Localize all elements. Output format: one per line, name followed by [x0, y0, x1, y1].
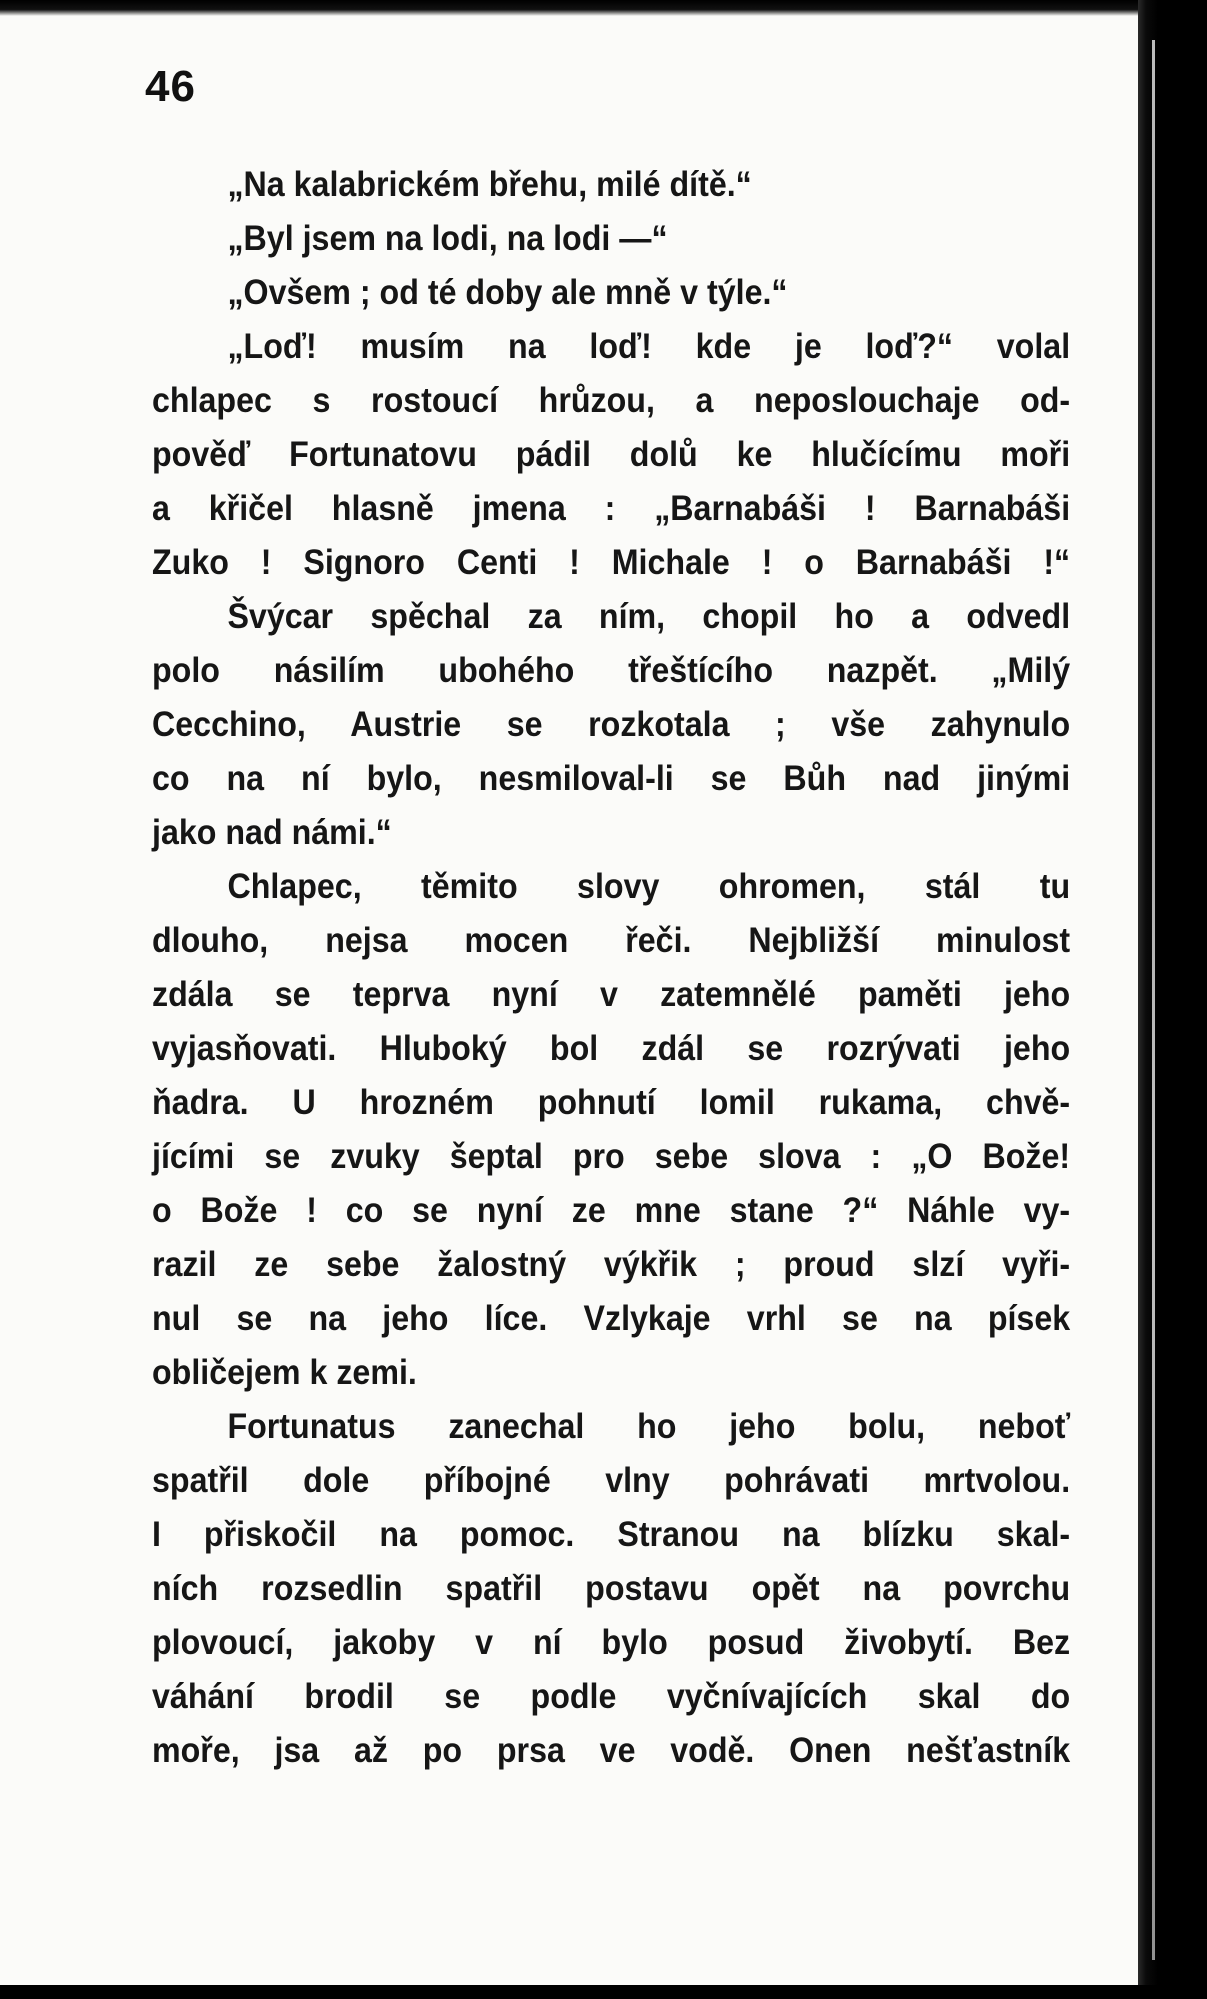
text-line: obličejem k zemi. [152, 1353, 417, 1392]
text-line: ňadra. U hrozném pohnutí lomil rukama, chvě- [152, 1083, 1071, 1122]
scan-bottom-border [0, 1985, 1207, 1999]
text-line: Cecchino, Austrie se rozkotala ; vše zahynulo [152, 705, 1071, 744]
text-line: ních rozsedlin spatřil postavu opět na povrchu [152, 1569, 1071, 1608]
scan-top-shadow [0, 0, 1207, 16]
text-line: razil ze sebe žalostný výkřik ; proud slzí vyři- [152, 1245, 1071, 1284]
page-number: 46 [145, 62, 196, 111]
text-line: plovoucí, jakoby v ní bylo posud živobytí. Bez [152, 1623, 1071, 1662]
text-line: nul se na jeho líce. Vzlykaje vrhl se na písek [152, 1299, 1071, 1338]
text-line: moře, jsa až po prsa ve vodě. Onen nešťastník [152, 1731, 1071, 1770]
text-line: vyjasňovati. Hluboký bol zdál se rozrývati jeho [152, 1029, 1071, 1068]
text-line: „Na kalabrickém břehu, milé dítě.“ [227, 165, 752, 204]
text-line: „Byl jsem na lodi, na lodi —“ [227, 219, 668, 258]
text-line: polo násilím ubohého třeštícího nazpět. „Milý [152, 651, 1071, 690]
text-line: co na ní bylo, nesmiloval-li se Bůh nad jinými [152, 759, 1071, 798]
text-line: „Ovšem ; od té doby ale mně v týle.“ [227, 273, 788, 312]
text-line: zdála se teprva nyní v zatemnělé paměti jeho [152, 975, 1071, 1014]
text-line: chlapec s rostoucí hrůzou, a neposlouchaje od- [152, 381, 1071, 420]
text-line: Fortunatus zanechal ho jeho bolu, neboť [227, 1407, 1071, 1446]
text-line: a křičel hlasně jmena : „Barnabáši ! Barnabáši [152, 489, 1071, 528]
text-line: Chlapec, těmito slovy ohromen, stál tu [227, 867, 1071, 906]
text-line: Zuko ! Signoro Centi ! Michale ! o Barnabáši !“ [152, 543, 1071, 582]
text-line: „Loď! musím na loď! kde je loď?“ volal [227, 327, 1071, 366]
body-text [152, 158, 1071, 1778]
scan-right-border [1138, 0, 1207, 1999]
text-line: jícími se zvuky šeptal pro sebe slova : „O Bože! [152, 1137, 1071, 1176]
text-line: o Bože ! co se nyní ze mne stane ?“ Náhle vy- [152, 1191, 1071, 1230]
text-line: spatřil dole příbojné vlny pohrávati mrtvolou. [152, 1461, 1071, 1500]
text-line: jako nad námi.“ [152, 813, 392, 852]
text-line: I přiskočil na pomoc. Stranou na blízku skal- [152, 1515, 1071, 1554]
text-line: Švýcar spěchal za ním, chopil ho a odvedl [227, 597, 1071, 636]
text-line: pověď Fortunatovu pádil dolů ke hlučícímu moři [152, 435, 1071, 474]
page-edge-line [1152, 40, 1155, 1960]
text-line: dlouho, nejsa mocen řeči. Nejbližší minulost [152, 921, 1071, 960]
text-line: váhání brodil se podle vyčnívajících skal do [152, 1677, 1071, 1716]
